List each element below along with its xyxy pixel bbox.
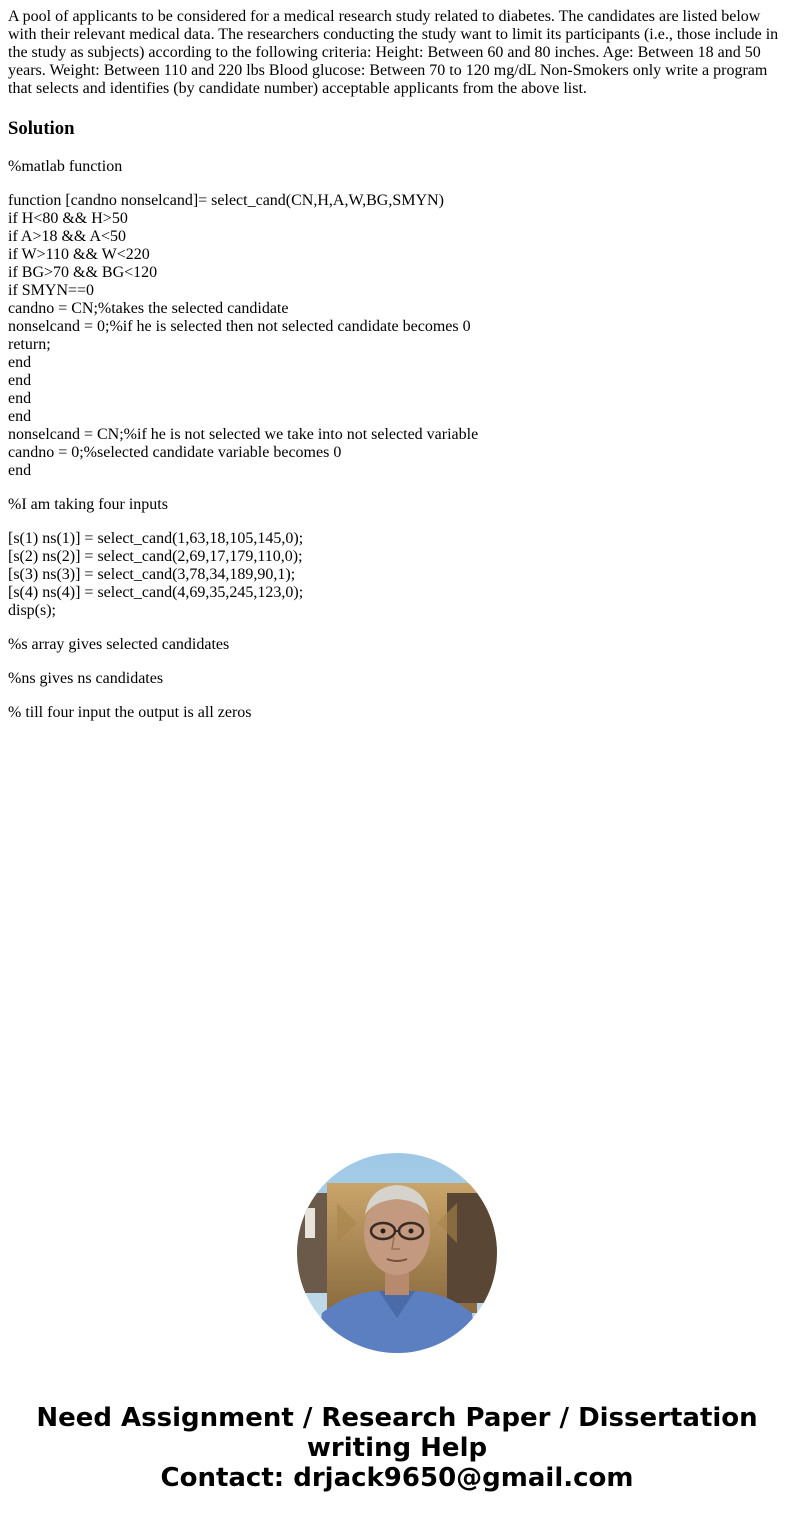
contact-email: Contact: drjack9650@gmail.com: [160, 1463, 634, 1493]
note-not-selected: %ns gives ns candidates: [8, 670, 164, 687]
code-line: candno = CN;%takes the selected candidate: [8, 300, 289, 317]
code-line: end: [8, 354, 32, 371]
code-line: return;: [8, 336, 51, 353]
code-line: function [candno nonselcand]= select_cand(CN,H,A,W,BG,SMYN): [8, 192, 444, 209]
function-code-block: [8, 192, 786, 480]
code-line: if H<80 && H>50: [8, 210, 128, 227]
code-line: if W>110 && W<220: [8, 246, 150, 263]
banner-line: Need Assignment / Research Paper / Dissertation: [36, 1403, 758, 1433]
portrait-photo: [297, 1153, 497, 1353]
code-line: [s(1) ns(1)] = select_cand(1,63,18,105,145,0);: [8, 530, 304, 547]
calls-code-block: [8, 530, 786, 620]
code-line: [s(4) ns(4)] = select_cand(4,69,35,245,123,0);: [8, 584, 304, 601]
document-body: [8, 8, 786, 722]
banner-line: writing Help: [306, 1433, 488, 1463]
code-line: nonselcand = 0;%if he is selected then not selected candidate becomes 0: [8, 318, 471, 335]
code-line: if BG>70 && BG<120: [8, 264, 158, 281]
code-line: if A>18 && A<50: [8, 228, 127, 245]
code-line: nonselcand = CN;%if he is not selected we take into not selected variable: [8, 426, 479, 443]
code-line: [s(3) ns(3)] = select_cand(3,78,34,189,90,1);: [8, 566, 296, 583]
code-line: end: [8, 390, 32, 407]
code-line: end: [8, 462, 32, 479]
inputs-comment: %I am taking four inputs: [8, 496, 168, 513]
solution-heading: Solution: [8, 118, 75, 139]
note-selected: %s array gives selected candidates: [8, 636, 230, 653]
code-line: disp(s);: [8, 602, 56, 619]
question-text: A pool of applicants to be considered for a medical research study related to diabetes. The candidates are listed below with their relevant medical data. The researchers conducting the study want to limit its participants (i.e., those include in the study as subjects) according to the following criteria: Height: Between 60 and 80 inches. Age: Between 18 and 50 years. Weight: Between 110 and 220 lbs Blood glucose: Between 70 to 120 mg/dL Non-Smokers only write a program that selects and identifies (by candidate number) acceptable applicants from the above list.: [8, 8, 779, 97]
contact-banner: [0, 1403, 794, 1493]
code-line: [s(2) ns(2)] = select_cand(2,69,17,179,110,0);: [8, 548, 303, 565]
code-line: end: [8, 408, 32, 425]
matlab-comment: %matlab function: [8, 158, 123, 175]
author-avatar: [297, 1153, 497, 1353]
note-zeros: % till four input the output is all zeros: [8, 704, 252, 721]
code-line: if SMYN==0: [8, 282, 95, 299]
code-line: candno = 0;%selected candidate variable becomes 0: [8, 444, 342, 461]
code-line: end: [8, 372, 32, 389]
